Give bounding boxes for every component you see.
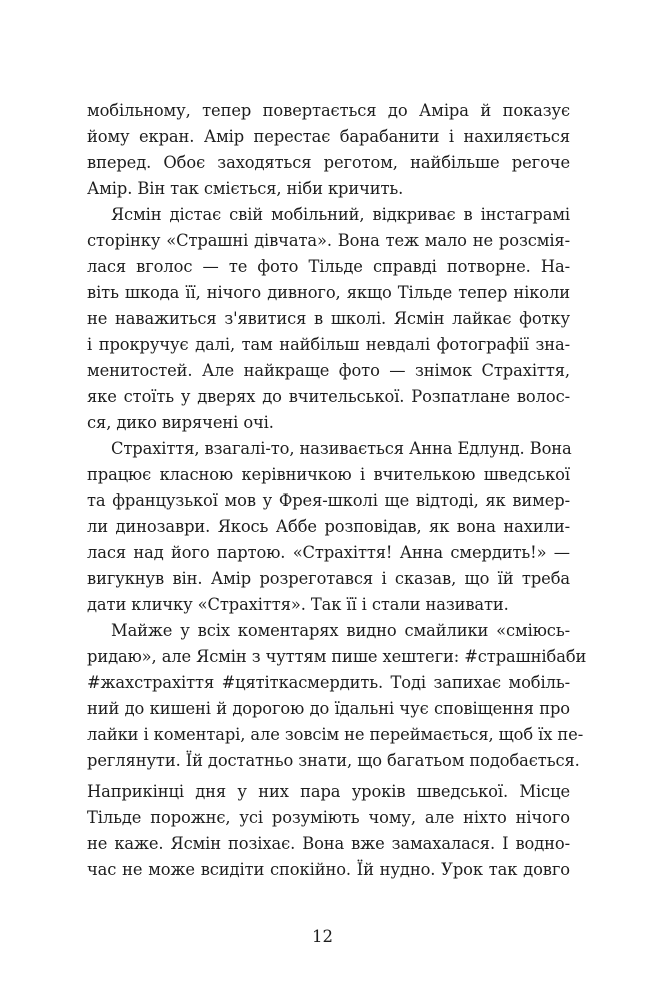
text-line: час не може всидіти спокійно. Їй нудно. Урок так довго: [87, 860, 570, 879]
text-line: Амір. Він так сміється, ніби кричить.: [87, 179, 404, 198]
text-line: лася над його партою. «Страхіття! Анна смердить!» —: [87, 543, 570, 562]
text-line: лася вголос — те фото Тільде справді потворне. На-: [87, 257, 570, 276]
text-line: Наприкінці дня у них пара уроків шведської. Місце: [87, 782, 570, 801]
text-line: сторінку «Страшні дівчата». Вона теж мало не розсмія-: [87, 231, 570, 250]
text-line: і прокручує далі, там найбільш невдалі фотографії зна-: [87, 335, 570, 354]
text-line: менитостей. Але найкраще фото — знімок Страхіття,: [87, 361, 570, 380]
text-line: не наважиться з'явитися в школі. Ясмін лайкає фотку: [87, 309, 570, 328]
text-line: Ясмін дістає свій мобільний, відкриває в інстаграмі: [111, 205, 570, 224]
text-block-main: [87, 98, 587, 774]
text-line: яке стоїть у дверях до вчительської. Розпатлане волос-: [87, 387, 570, 406]
text-line: лайки і коментарі, але зовсім не переймається, щоб їх пе-: [87, 725, 584, 744]
text-line: вперед. Обоє заходяться реготом, найбільше регоче: [87, 153, 570, 172]
text-line: вигукнув він. Амір розреготався і сказав, що їй треба: [87, 569, 570, 588]
text-line: йому екран. Амір перестає барабанити і нахиляється: [87, 127, 570, 146]
text-line: ридаю», але Ясмін з чуттям пише хештеги: #страшнібаби: [87, 647, 587, 666]
text-line: мобільному, тепер повертається до Аміра й показує: [87, 101, 570, 120]
text-line: не каже. Ясмін позіхає. Вона вже замахалася. І водно-: [87, 834, 570, 853]
text-line: працює класною керівничкою і вчителькою шведської: [87, 465, 570, 484]
text-line: та французької мов у Фрея-школі ще відтоді, як вимер-: [87, 491, 570, 510]
text-line: #жахстрахіття #цятіткасмердить. Тоді запихає мобіль-: [87, 673, 570, 692]
text-line: реглянути. Їй достатньо знати, що багатьом подобається.: [87, 751, 580, 770]
text-line: віть шкода її, нічого дивного, якщо Тільде тепер ніколи: [87, 283, 570, 302]
text-line: ний до кишені й дорогою до їдальні чує сповіщення про: [87, 699, 570, 718]
text-line: Тільде порожнє, усі розуміють чому, але ніхто нічого: [87, 808, 570, 827]
text-line: дати кличку «Страхіття». Так її і стали називати.: [87, 595, 509, 614]
text-line: ся, дико вирячені очі.: [87, 413, 274, 432]
text-line: Страхіття, взагалі-то, називається Анна Едлунд. Вона: [111, 439, 572, 458]
text-block-section-two: [87, 779, 570, 883]
text-line: Майже у всіх коментарях видно смайлики «сміюсь-: [111, 621, 570, 640]
text-line: ли динозаври. Якось Аббе розповідав, як вона нахили-: [87, 517, 570, 536]
page-number: 12: [312, 927, 333, 946]
